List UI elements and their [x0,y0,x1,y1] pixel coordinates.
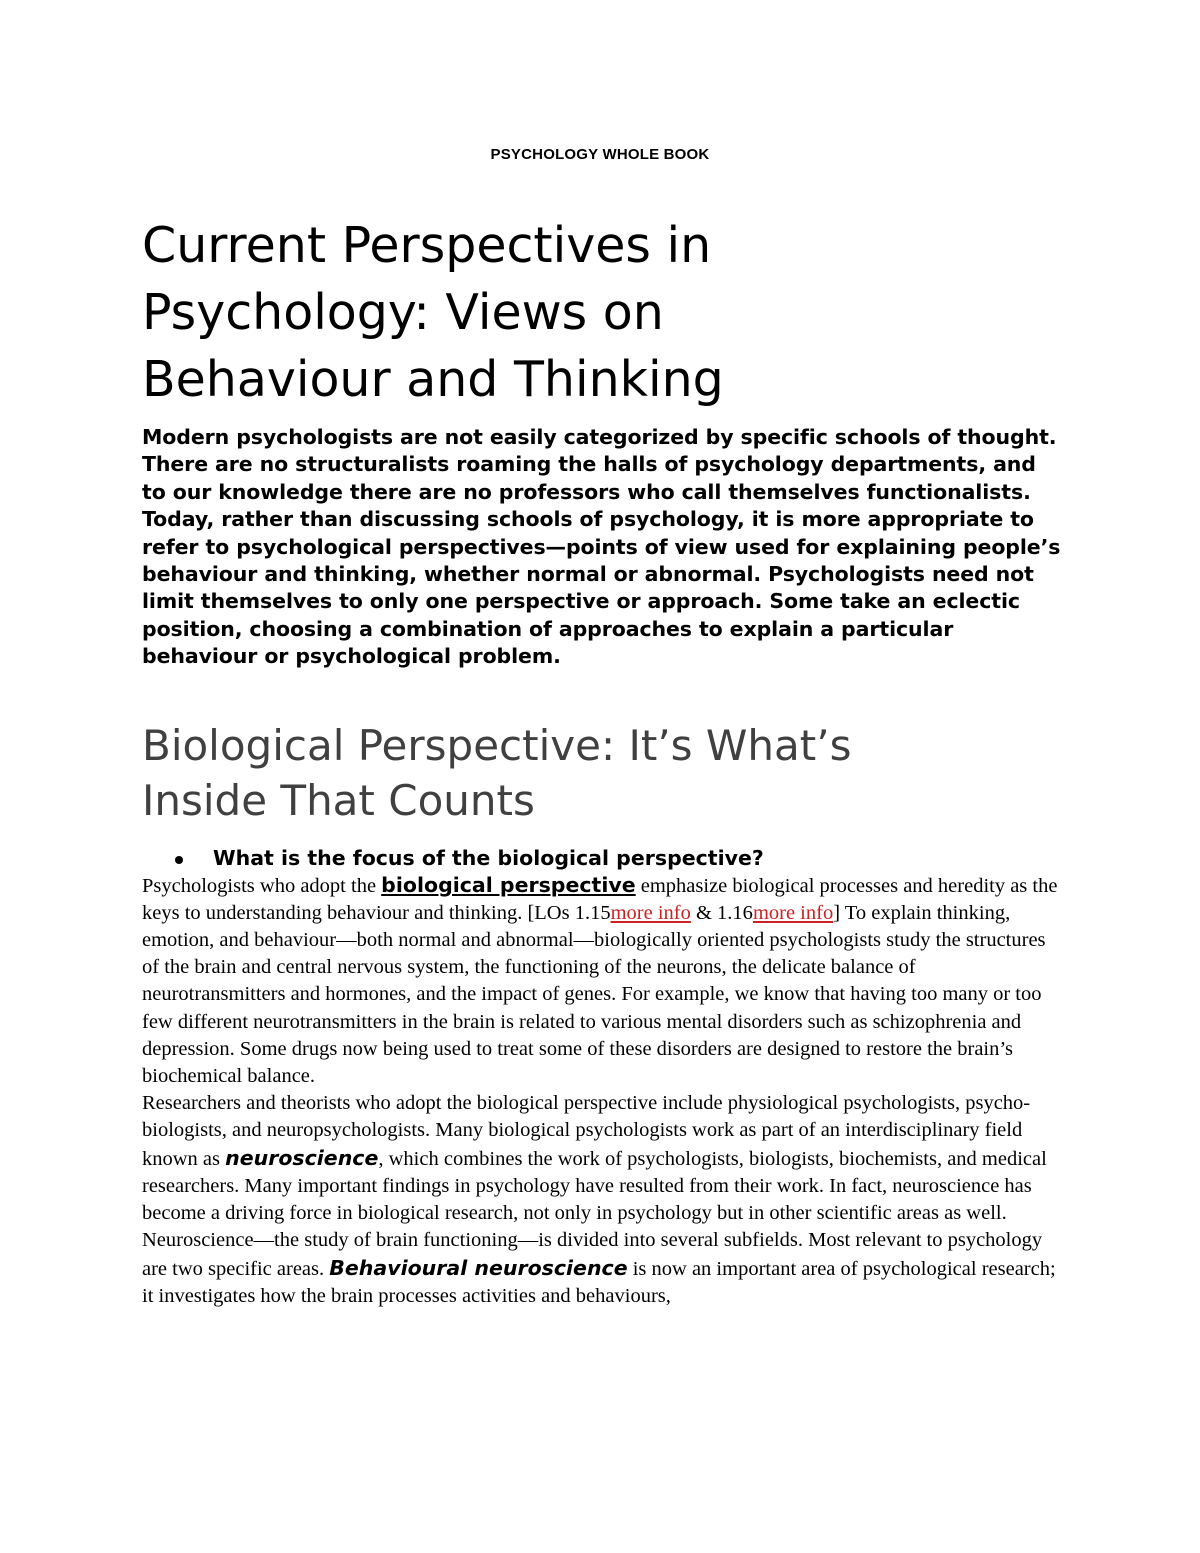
focus-question-bullet [142,845,1062,872]
para3-text-rest: is now an important area of psychological research; it investigates how the brain processes activities and behaviours, [142,1257,1056,1307]
section-heading [142,718,1062,828]
para2-text-rest: , which combines the work of psychologists, biologists, biochemists, and medical researchers. Many important findings in psychology have resulted from their work. In fact, neuroscience has become a driving force in biological research, not only in psychology but in other scientific areas as well. [142,1147,1047,1225]
term-neuroscience: neuroscience [225,1145,379,1170]
para1-text-rest: ] To explain thinking, emotion, and behaviour—both normal and abnormal—biologically oriented psychologists study the structures of the brain and central nervous system, the functioning of the neurons, the delicate balance of neurotransmitters and hormones, and the impact of genes. For example, we know that having too many or too few different neurotransmitters in the brain is related to various mental disorders such as schizophrenia and depression. Some drugs now being used to treat some of these disorders are designed to restore the brain’s biochemical balance. [142,901,1046,1088]
section-heading-line-1: Biological Perspective: It’s What’s [142,720,852,770]
document-content [142,212,1062,1310]
more-info-link-1-15[interactable]: more info [610,901,691,924]
para1-text-start: Psychologists who adopt the [142,874,382,897]
para2-text-start: Researchers and theorists who adopt the biological perspective include physiological psychologists, psycho-biologists, and neuropsychologists. Many biological psychologists work as part of an interdisciplinary field known as [142,1092,1031,1170]
para1-text-between-links: & 1.16 [690,901,753,924]
more-info-link-1-16[interactable]: more info [752,901,834,924]
body-paragraph-1 [142,872,1062,1091]
main-heading [142,212,1062,413]
para3-text-start: Neuroscience—the study of brain functioning—is divided into several subfields. Most relevant to psychology are two specific areas. [142,1229,1043,1280]
main-heading-line-3: Behaviour and Thinking [142,351,724,408]
intro-paragraph: Modern psychologists are not easily categorized by specific schools of thought. There are no structuralists roaming the halls of psychology departments, and to our knowledge there are no professors who call themselves functionalists. Today, rather than discussing schools of psychology, it is more appropriate to refer to psychological perspectives—points of view used for explaining people’s behaviour and thinking, whether normal or abnormal. Psychologists need not limit themselves to only one perspective or approach. Some take an eclectic position, choosing a combination of approaches to explain a particular behaviour or psychological problem. [142,425,1061,669]
page-header: PSYCHOLOGY WHOLE BOOK [490,146,710,163]
main-heading-line-1: Current Perspectives in [142,217,712,274]
para1-text-middle: emphasize biological processes and heredity as the keys to understanding behaviour and thinking. [LOs 1.15 [142,874,1058,924]
term-biological-perspective: biological perspective [381,872,636,897]
focus-question-text: What is the focus of the biological perspective? [213,845,764,870]
section-heading-line-2: Inside That Counts [142,775,535,825]
term-behavioural-neuroscience: Behavioural neuroscience [329,1255,628,1280]
bullet-dot-icon [175,856,183,864]
main-heading-line-2: Psychology: Views on [142,284,664,341]
body-paragraph-3 [142,1227,1062,1310]
body-paragraph-2 [142,1090,1062,1227]
